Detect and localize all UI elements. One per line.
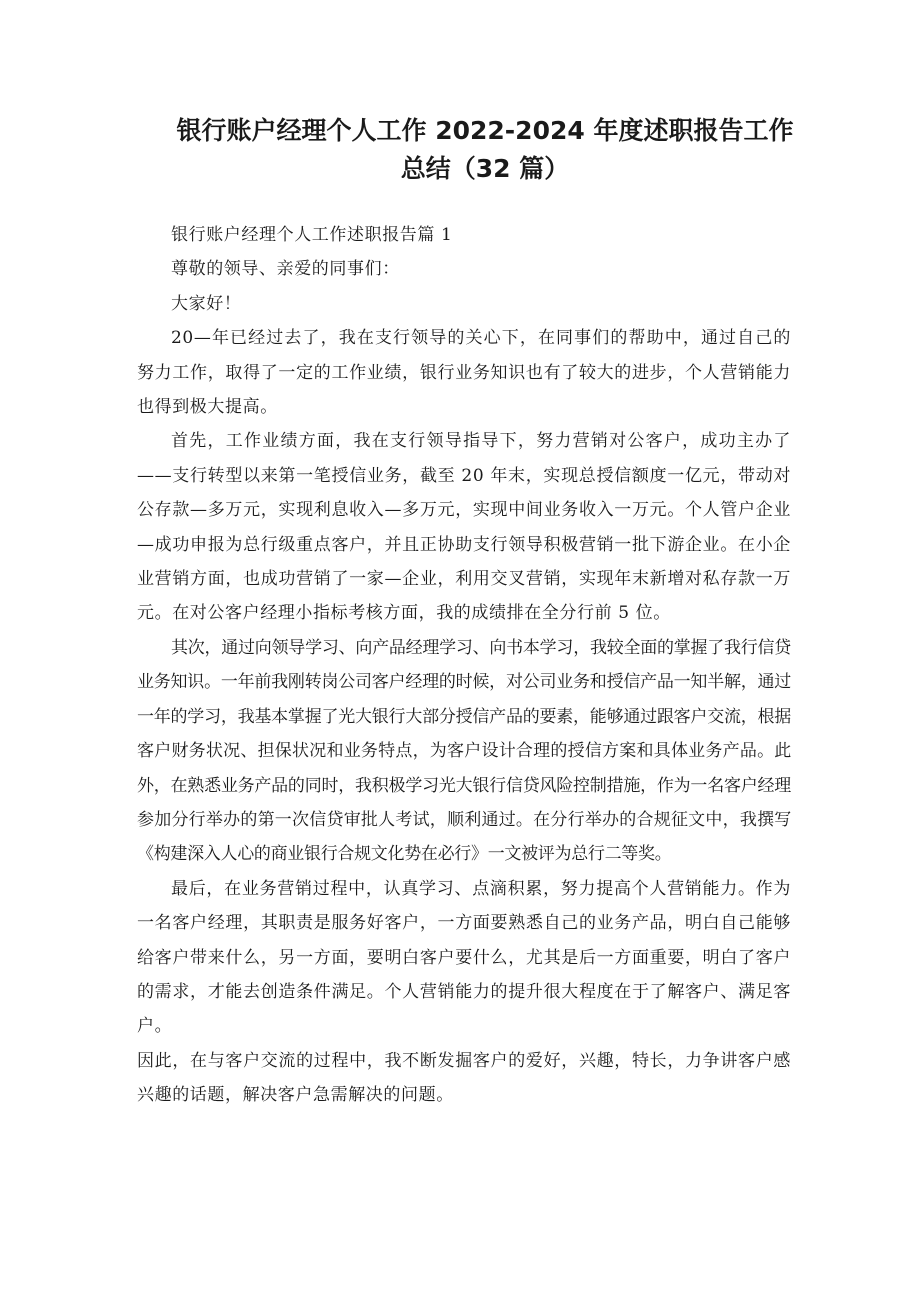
paragraph-conclusion: 因此，在与客户交流的过程中，我不断发掘客户的爱好，兴趣，特长，力争讲客户感兴趣的话题，解决客户急需解决的问题。 [137,1050,791,1106]
title-line-1: 银行账户经理个人工作 2022-2024 年度述职报告工作 [176,116,794,145]
paragraph-performance: 首先，工作业绩方面，我在支行领导指导下，努力营销对公客户，成功主办了——支行转型以来第一笔授信业务，截至 20 年末，实现总授信额度一亿元，带动对公存款—多万元，实现利息收入—多万元，实现中间业务收入一万元。个人管户企业—成功申报为总行级重点客户，并且正协助支行领导积极营销一批下游企业。在小企业营销方面，也成功营销了一家—企业，利用交叉营销，实现年末新增对私存款一万元。在对公客户经理小指标考核方面，我的成绩排在全分行前 5 位。 [137,431,791,624]
paragraph-intro: 20—年已经过去了，我在支行领导的关心下，在同事们的帮助中，通过自己的努力工作，取得了一定的工作业绩，银行业务知识也有了较大的进步，个人营销能力也得到极大提高。 [137,328,791,418]
paragraph-learning: 其次，通过向领导学习、向产品经理学习、向书本学习，我较全面的掌握了我行信贷业务知识。一年前我刚转岗公司客户经理的时候，对公司业务和授信产品一知半解，通过一年的学习，我基本掌握了光大银行大部分授信产品的要素，能够通过跟客户交流，根据客户财务状况、担保状况和业务特点，为客户设计合理的授信方案和具体业务产品。此外，在熟悉业务产品的同时，我积极学习光大银行信贷风险控制措施，作为一名客户经理参加分行举办的第一次信贷审批人考试，顺利通过。在分行举办的合规征文中，我撰写《构建深入人心的商业银行合规文化势在必行》一文被评为总行二等奖。 [137,637,791,865]
greeting: 大家好！ [171,293,242,314]
section-heading: 银行账户经理个人工作述职报告篇 1 [171,225,453,245]
document-title [150,112,820,188]
paragraph-marketing: 最后，在业务营销过程中，认真学习、点滴积累，努力提高个人营销能力。作为一名客户经理，其职责是服务好客户，一方面要熟悉自己的业务产品，明白自己能够给客户带来什么，另一方面，要明白客户要什么，尤其是后一方面重要，明白了客户的需求，才能去创造条件满足。个人营销能力的提升很大程度在于了解客户、满足客户。 [137,878,791,1037]
document-body [137,218,791,1113]
salutation: 尊敬的领导、亲爱的同事们： [171,259,400,280]
title-line-2: 总结（32 篇） [400,154,570,183]
